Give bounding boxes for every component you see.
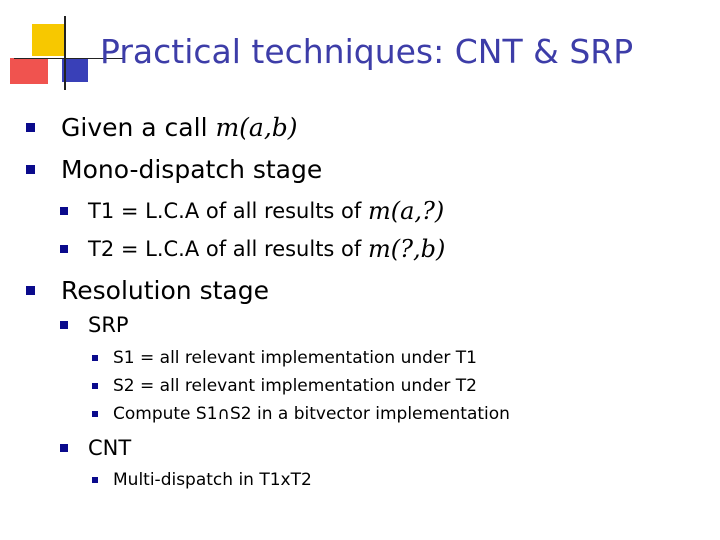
- bullet-given-call: [26, 113, 298, 142]
- bullet-square-icon: [26, 286, 35, 295]
- decor-vertical-line: [64, 16, 66, 90]
- bullet-square-icon: [92, 355, 98, 361]
- slide-title: Practical techniques: CNT & SRP: [100, 32, 634, 71]
- bullet-cnt: [60, 436, 131, 460]
- bullet-text: S1 = all relevant implementation under T1: [113, 348, 477, 368]
- bullet-text: SRP: [88, 313, 129, 337]
- bullet-text: Compute S1: [113, 404, 218, 424]
- bullet-s1: [92, 348, 477, 368]
- bullet-square-icon: [60, 321, 68, 329]
- bullet-italic-text: m(a,b): [215, 113, 298, 142]
- bullet-text: T1 = L.C.A of all results of: [88, 199, 368, 223]
- bullet-square-icon: [60, 245, 68, 253]
- bullet-resolution-stage: [26, 276, 269, 305]
- bullet-mono-dispatch: [26, 155, 322, 184]
- bullet-text: S2 = all relevant implementation under T2: [113, 376, 477, 396]
- intersection-symbol: ∩: [217, 404, 230, 424]
- bullet-text: CNT: [88, 436, 132, 460]
- bullet-square-icon: [92, 411, 98, 417]
- bullet-italic-text: m(a,?): [367, 197, 445, 225]
- bullet-text: S2 in a bitvector implementation: [230, 404, 510, 424]
- decor-red-rectangle: [10, 58, 48, 84]
- bullet-square-icon: [92, 477, 98, 483]
- bullet-text: Given a call: [61, 113, 216, 142]
- bullet-italic-text: m(?,b): [367, 235, 446, 263]
- bullet-text: Mono-dispatch stage: [61, 155, 323, 184]
- bullet-multi-dispatch: [92, 470, 312, 490]
- bullet-square-icon: [92, 383, 98, 389]
- decor-yellow-square: [32, 24, 64, 56]
- bullet-t2: [60, 235, 445, 263]
- bullet-compute: [92, 404, 510, 424]
- bullet-square-icon: [26, 123, 35, 132]
- bullet-text: Multi-dispatch in T1xT2: [113, 470, 312, 490]
- bullet-square-icon: [60, 444, 68, 452]
- bullet-text: Resolution stage: [61, 276, 269, 305]
- bullet-square-icon: [60, 207, 68, 215]
- bullet-text: T2 = L.C.A of all results of: [88, 237, 368, 261]
- bullet-t1: [60, 197, 444, 225]
- bullet-s2: [92, 376, 477, 396]
- bullet-srp: [60, 313, 129, 337]
- bullet-square-icon: [26, 165, 35, 174]
